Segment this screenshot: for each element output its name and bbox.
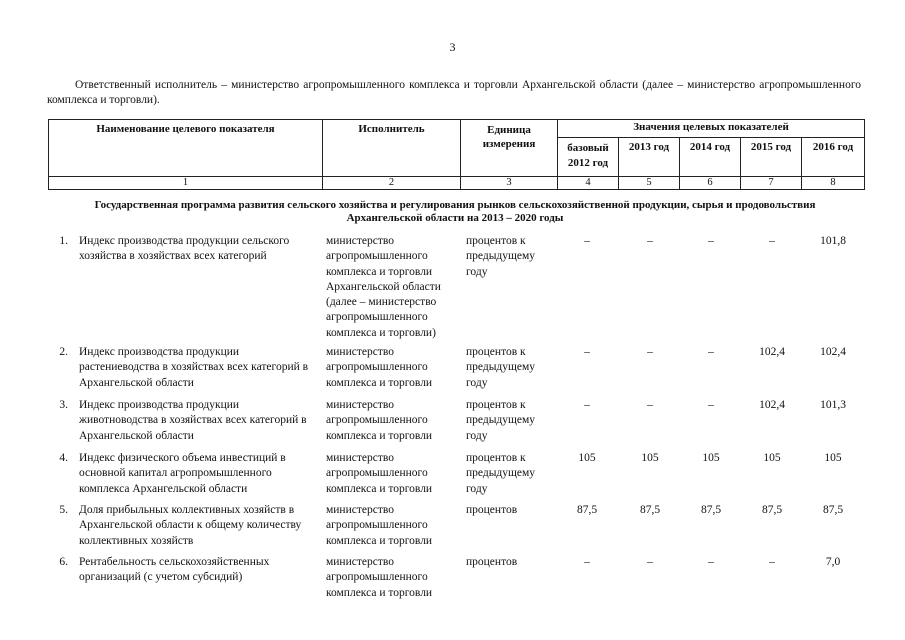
row-value-2015: 105 [763,452,781,464]
row-value-2013: 87,5 [639,504,661,516]
row-value-2016: 105 [824,452,842,464]
row-number: 6. [59,556,68,568]
row-value-2014: – [708,346,714,358]
row-unit: процентов [466,556,518,568]
row-value-base: – [584,235,590,247]
row-number: 1. [59,235,68,247]
row-indicator-name: Индекс производства продукции растениеводства в хозяйствах всех категорий в Архангельской области [79,346,309,389]
row-value-2014: 87,5 [700,504,722,516]
page-number: 3 [449,40,456,54]
row-value-base: – [584,556,590,568]
row-unit: процентов [466,504,518,516]
row-value-base: 87,5 [576,504,598,516]
row-unit: процентов к предыдущему году [466,399,536,442]
row-executor: министерство агропромышленного комплекса и торговли [326,452,433,495]
column-number: 3 [461,177,558,190]
header-unit: Единица измерения [461,120,558,177]
column-numbers-row [48,176,865,190]
table-header [48,119,865,177]
header-year-2016: 2016 год [802,138,865,177]
column-number: 2 [323,177,461,190]
row-value-2016: 101,8 [820,235,846,247]
header-year-2014: 2014 год [680,138,741,177]
row-value-2013: – [647,556,653,568]
row-value-2015: 102,4 [759,399,785,411]
row-number: 3. [59,399,68,411]
header-year-2015: 2015 год [741,138,802,177]
row-value-2016: 102,4 [820,346,846,358]
row-value-2015: 102,4 [759,346,785,358]
column-number: 8 [802,177,865,190]
row-indicator-name: Индекс производства продукции сельского хозяйства в хозяйствах всех категорий [79,235,290,263]
column-number: 4 [558,177,619,190]
row-executor: министерство агропромышленного комплекса и торговли [326,556,433,599]
row-value-2014: – [708,399,714,411]
row-value-2016: 7,0 [825,556,841,568]
column-number: 6 [680,177,741,190]
row-value-base: – [584,346,590,358]
row-unit: процентов к предыдущему году [466,452,536,495]
header-year-base: базовый 2012 год [558,138,619,177]
row-number: 5. [59,504,68,516]
row-executor: министерство агропромышленного комплекса и торговли [326,504,433,547]
row-executor: министерство агропромышленного комплекса и торговли [326,399,433,442]
row-unit: процентов к предыдущему году [466,235,536,278]
row-value-2014: – [708,556,714,568]
header-values-group: Значения целевых показателей [558,120,865,138]
column-number: 7 [741,177,802,190]
row-unit: процентов к предыдущему году [466,346,536,389]
row-value-2014: 105 [702,452,720,464]
row-value-2013: 105 [641,452,659,464]
intro-paragraph [47,78,861,108]
row-indicator-name: Рентабельность сельскохозяйственных организаций (с учетом субсидий) [79,556,270,584]
header-executor: Исполнитель [323,120,461,177]
header-year-2013: 2013 год [619,138,680,177]
row-indicator-name: Индекс физического объема инвестиций в основной капитал агропромышленного комплекса Архангельской области [79,452,286,495]
row-value-2015: – [769,235,775,247]
row-number: 2. [59,346,68,358]
row-value-base: – [584,399,590,411]
row-indicator-name: Доля прибыльных коллективных хозяйств в Архангельской области к общему количеству коллективных хозяйств [79,504,302,547]
row-executor: министерство агропромышленного комплекса и торговли Архангельской области (далее – министерство агропромышленного комплекса и торговли) [326,235,441,339]
row-value-2015: 87,5 [761,504,783,516]
header-name: Наименование целевого показателя [49,120,323,177]
row-value-base: 105 [578,452,596,464]
intro-text: Ответственный исполнитель – министерство агропромышленного комплекса и торговли Архангельской области (далее – министерство агропромышленного комплекса и торговли). [47,79,861,106]
section-title: Государственная программа развития сельского хозяйства и регулирования рынков сельскохозяйственной продукции, сырья и продовольствия Архангельской области на 2013 – 2020 годы [94,199,816,224]
row-executor: министерство агропромышленного комплекса и торговли [326,346,433,389]
row-value-2013: – [647,235,653,247]
row-value-2014: – [708,235,714,247]
row-value-2015: – [769,556,775,568]
row-value-2016: 101,3 [820,399,846,411]
row-value-2013: – [647,346,653,358]
column-number: 5 [619,177,680,190]
column-number: 1 [49,177,323,190]
row-value-2016: 87,5 [822,504,844,516]
row-number: 4. [59,452,68,464]
row-indicator-name: Индекс производства продукции животноводства в хозяйствах всех категорий в Архангельской области [79,399,307,442]
row-value-2013: – [647,399,653,411]
